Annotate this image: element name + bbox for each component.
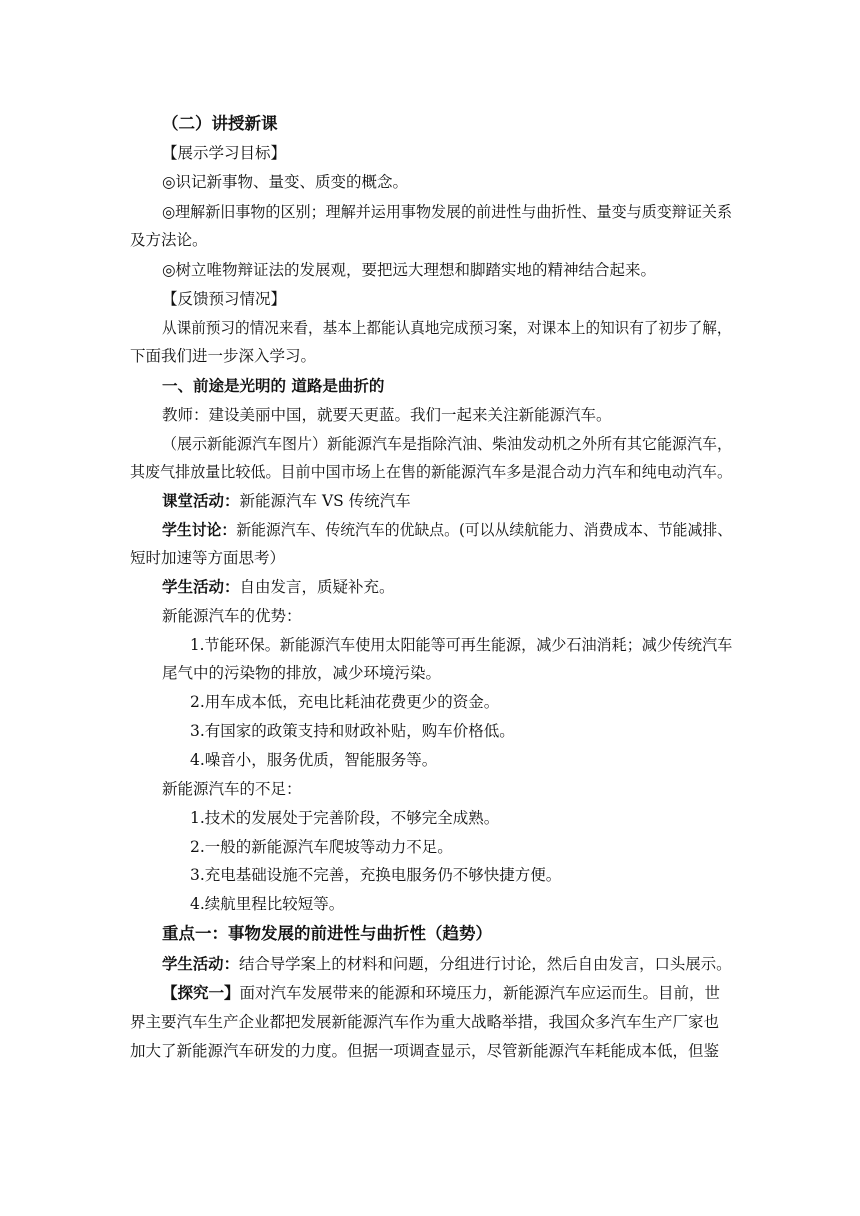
explore-label: 【探究一】 [162, 984, 240, 1002]
teacher-intro: 教师：建设美丽中国，就要天更蓝。我们一起来关注新能源汽车。 [162, 406, 612, 424]
explore-line-1 [162, 983, 720, 1003]
activity-label: 课堂活动： [162, 492, 240, 510]
topic-heading: 一、前途是光明的 道路是曲折的 [162, 377, 385, 395]
disadvantage-3: 3.充电基础设施不完善，充换电服务仍不够快捷方便。 [190, 866, 562, 884]
objective-1: ◎识记新事物、量变、质变的概念。 [162, 173, 409, 191]
explore-line-2: 界主要汽车生产企业都把发展新能源汽车作为重大战略举措，我国众多汽车生产厂家也 [130, 1013, 720, 1031]
explore-line-3: 加大了新能源汽车研发的力度。但据一项调查显示，尽管新能源汽车耗能成本低，但鉴 [130, 1042, 720, 1060]
explore-text-1: 面对汽车发展带来的能源和环境压力，新能源汽车应运而生。目前，世 [239, 984, 721, 1002]
disadvantage-4: 4.续航里程比较短等。 [190, 895, 345, 913]
objective-3: ◎树立唯物辩证法的发展观，要把远大理想和脚踏实地的精神结合起来。 [162, 261, 657, 279]
disadvantage-1: 1.技术的发展处于完善阶段，不够完全成熟。 [190, 809, 500, 827]
advantage-2: 2.用车成本低，充电比耗油花费更少的资金。 [190, 693, 500, 711]
feedback-line-2: 下面我们进一步深入学习。 [130, 347, 317, 365]
objective-2-line-2: 及方法论。 [130, 231, 208, 249]
intro-line-1: （展示新能源汽车图片）新能源汽车是指除汽油、柴油发动机之外所有其它能源汽车， [162, 435, 732, 453]
student-activity-2-line [162, 954, 732, 974]
discussion-line-2: 短时加速等方面思考） [130, 549, 286, 567]
section-heading: （二）讲授新课 [162, 114, 278, 133]
objectives-label: 【展示学习目标】 [162, 144, 287, 162]
student-activity-2-text: 结合导学案上的材料和问题，分组进行讨论，然后自由发言，口头展示。 [238, 955, 732, 973]
advantage-1-line-1: 1.节能环保。新能源汽车使用太阳能等可再生能源，减少石油消耗；减少传统汽车 [190, 636, 733, 654]
activity-line [162, 491, 411, 511]
disadvantages-label: 新能源汽车的不足： [162, 780, 302, 798]
intro-line-2: 其废气排放量比较低。目前中国市场上在售的新能源汽车多是混合动力汽车和纯电动汽车。 [130, 463, 733, 481]
student-activity-line [162, 577, 395, 597]
advantage-4: 4.噪音小，服务优质，智能服务等。 [190, 751, 438, 769]
disadvantage-2: 2.一般的新能源汽车爬坡等动力不足。 [190, 838, 453, 856]
feedback-line-1: 从课前预习的情况来看，基本上都能认真地完成预习案，对课本上的知识有了初步了解， [162, 319, 732, 337]
discussion-text: 新能源汽车、传统汽车的优缺点。(可以从续航能力、消费成本、节能减排、 [236, 521, 733, 539]
objective-2-line-1: ◎理解新旧事物的区别；理解并运用事物发展的前进性与曲折性、量变与质变辩证关系 [162, 203, 733, 221]
student-activity-label: 学生活动： [162, 578, 240, 596]
discussion-label: 学生讨论： [162, 521, 237, 539]
key-point-heading: 重点一：事物发展的前进性与曲折性（趋势） [162, 924, 492, 943]
advantage-1-line-2: 尾气中的污染物的排放，减少环境污染。 [162, 664, 442, 682]
student-activity-text: 自由发言，质疑补充。 [239, 578, 395, 596]
discussion-line [162, 520, 732, 540]
activity-text: 新能源汽车 VS 传统汽车 [239, 492, 411, 510]
feedback-label: 【反馈预习情况】 [162, 290, 287, 308]
advantage-3: 3.有国家的政策支持和财政补贴，购车价格低。 [190, 722, 515, 740]
advantages-label: 新能源汽车的优势： [162, 607, 302, 625]
student-activity-2-label: 学生活动： [162, 955, 239, 973]
